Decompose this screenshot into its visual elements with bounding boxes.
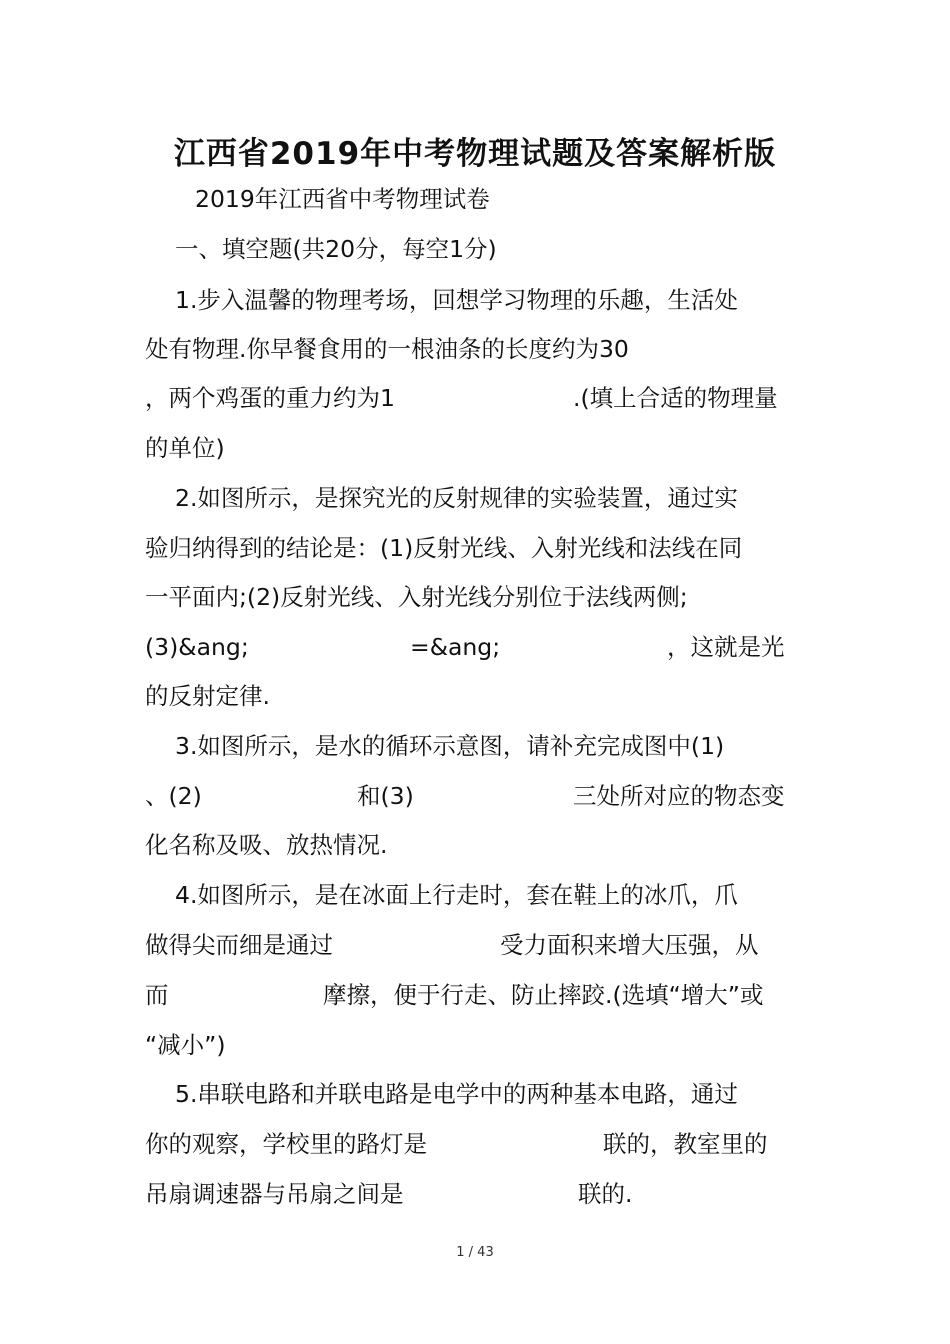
page-number: 1 / 43	[456, 1245, 494, 1260]
question-4-line-4: “减小”)	[145, 1031, 226, 1059]
question-3-line-2-text-a: 、(2)	[145, 782, 202, 810]
question-5-line-2	[145, 1128, 815, 1160]
question-5-line-3-text-b: 联的.	[578, 1180, 633, 1208]
document-title: 江西省2019年中考物理试题及答案解析版	[173, 136, 777, 172]
question-4-line-3	[145, 979, 815, 1011]
question-4-line-2-text-b: 受力面积来增大压强，从	[500, 931, 759, 959]
question-2-line-4-text-c: ，这就是光	[667, 633, 785, 661]
question-4-line-2	[145, 929, 815, 961]
question-3-line-1: 3.如图所示，是水的循环示意图，请补充完成图中(1)	[175, 732, 725, 760]
section-heading: 一、填空题(共20分，每空1分)	[175, 235, 497, 263]
question-3-line-3: 化名称及吸、放热情况.	[145, 831, 388, 859]
question-2-line-2: 验归纳得到的结论是：(1)反射光线、入射光线和法线在同	[145, 534, 743, 562]
question-4-line-2-text-a: 做得尖而细是通过	[145, 931, 333, 959]
exam-subtitle: 2019年江西省中考物理试卷	[195, 185, 490, 213]
question-1-line-3	[145, 382, 815, 414]
question-5-line-1: 5.串联电路和并联电路是电学中的两种基本电路，通过	[175, 1080, 738, 1108]
question-5-line-3	[145, 1178, 815, 1210]
question-4-line-3-text-b: 摩擦，便于行走、防止摔跤.(选填“增大”或	[323, 981, 764, 1009]
question-3-line-2	[145, 780, 815, 812]
question-2-line-1: 2.如图所示，是探究光的反射规律的实验装置，通过实	[175, 484, 738, 512]
question-5-line-2-text-a: 你的观察，学校里的路灯是	[145, 1130, 427, 1158]
question-5-line-2-text-b: 联的，教室里的	[603, 1130, 768, 1158]
question-1-line-3-text-a: ，两个鸡蛋的重力约为1	[145, 384, 395, 412]
question-1-line-4: 的单位)	[145, 434, 225, 462]
question-1-line-2: 处有物理.你早餐食用的一根油条的长度约为30	[145, 335, 629, 363]
question-1-line-1: 1.步入温馨的物理考场，回想学习物理的乐趣，生活处	[175, 286, 738, 314]
question-4-line-1: 4.如图所示，是在冰面上行走时，套在鞋上的冰爪，爪	[175, 881, 738, 909]
question-2-line-4-text-a: (3)&ang;	[145, 633, 249, 661]
question-3-line-2-text-c: 三处所对应的物态变	[573, 782, 785, 810]
question-2-line-5: 的反射定律.	[145, 682, 270, 710]
question-3-line-2-text-b: 和(3)	[357, 782, 414, 810]
question-4-line-3-text-a: 而	[145, 981, 169, 1009]
question-2-line-4-text-b: =&ang;	[410, 633, 501, 661]
question-2-line-3: 一平面内;(2)反射光线、入射光线分别位于法线两侧;	[145, 583, 688, 611]
question-1-line-3-text-b: .(填上合适的物理量	[573, 384, 778, 412]
question-2-line-4	[145, 631, 815, 663]
question-5-line-3-text-a: 吊扇调速器与吊扇之间是	[145, 1180, 404, 1208]
